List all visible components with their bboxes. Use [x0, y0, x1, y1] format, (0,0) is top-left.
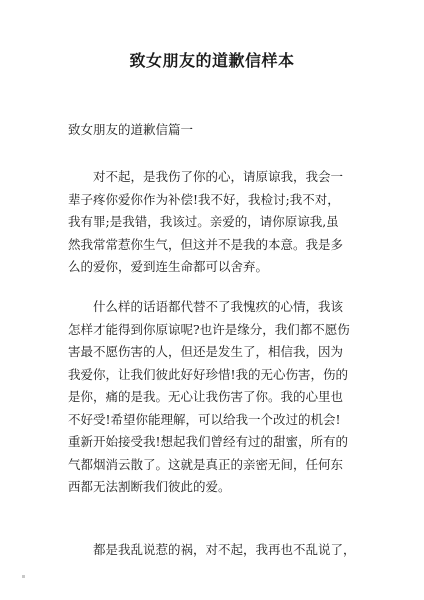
text-line: 我爱你，让我们彼此好好珍惜!我的无心伤害，伤的 — [68, 366, 349, 382]
page-dot-mark — [22, 575, 25, 578]
text-line: 不好受!希望你能理解，可以给我一个改过的机会! — [68, 411, 341, 427]
paragraph-2 — [68, 296, 368, 499]
text-line: 我有罪;是我错，我该过。亲爱的，请你原谅我,虽 — [68, 214, 339, 229]
text-line: 西都无法割断我们彼此的爱。 — [68, 479, 231, 494]
document-title: 致女朋友的道歉信样本 — [129, 51, 295, 70]
text-line: 是你，痛的是我。无心让我伤害了你。我的心里也 — [68, 389, 344, 404]
paragraph-3 — [68, 539, 368, 562]
text-line: 害最不愿伤害的人，但还是发生了，相信我，因为 — [68, 344, 344, 359]
text-line: 辈子疼你爱你作为补偿!我不好，我检讨;我不对， — [68, 191, 340, 207]
section-heading: 致女朋友的道歉信篇一 — [68, 122, 194, 137]
text-line: 重新开始接受我!想起我们曾经有过的甜蜜，所有的 — [68, 434, 349, 449]
text-line: 怎样才能得到你原谅呢?也许是缘分，我们都不愿伤 — [68, 321, 350, 337]
text-line: 都是我乱说惹的祸，对不起，我再也不乱说了， — [68, 542, 356, 557]
text-line: 然我常常惹你生气，但这并不是我的本意。我是多 — [68, 236, 344, 252]
paragraph-1 — [68, 166, 368, 279]
text-line: 对不起，是我伤了你的心，请原谅我，我会一 — [68, 169, 344, 184]
text-line: 么的爱你，爱到连生命都可以舍弃。 — [68, 259, 269, 274]
text-line: 气都烟消云散了。这就是真正的亲密无间，任何东 — [68, 456, 344, 472]
text-line: 什么样的话语都代替不了我愧疚的心情，我该 — [68, 299, 344, 314]
